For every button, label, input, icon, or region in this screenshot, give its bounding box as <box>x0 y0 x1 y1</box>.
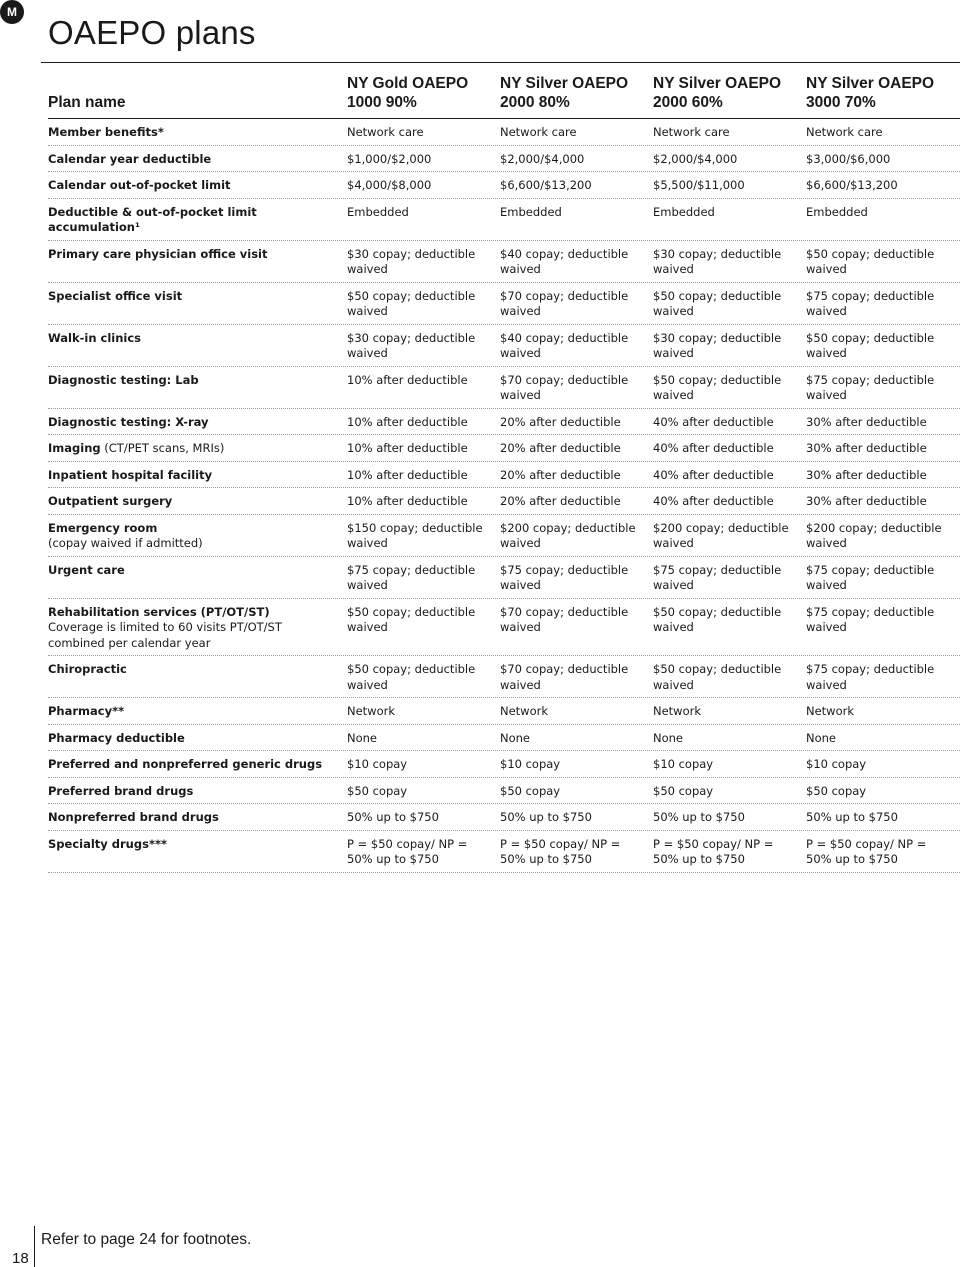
benefit-name: Inpatient hospital facility <box>48 467 213 482</box>
plan-name-line2: 1000 90% <box>347 94 417 111</box>
benefit-value: Network care <box>347 125 424 139</box>
benefit-value: 20% after deductible <box>500 441 621 455</box>
table-row <box>48 146 960 173</box>
row-label <box>48 331 347 347</box>
benefit-value: P = $50 copay/ NP = 50% up to $750 <box>500 836 621 866</box>
benefit-value: 10% after deductible <box>347 494 468 508</box>
footnote: Refer to page 24 for footnotes. <box>41 1231 252 1248</box>
benefit-value: $10 copay <box>347 757 408 771</box>
benefit-value: 50% up to $750 <box>806 810 898 824</box>
benefit-name: Deductible & out-of-pocket limit accumulation¹ <box>48 204 257 234</box>
benefit-value: 40% after deductible <box>653 414 774 429</box>
row-label <box>48 605 347 652</box>
table-row <box>48 656 960 698</box>
benefit-value: $6,600/$13,200 <box>806 178 898 192</box>
plan-name-line2: 2000 80% <box>500 94 570 111</box>
benefit-name: Preferred and nonpreferred generic drugs <box>48 757 323 771</box>
table-row <box>48 241 960 283</box>
benefit-value: $5,500/$11,000 <box>653 178 745 192</box>
benefit-name: Chiropractic <box>48 662 127 676</box>
row-label <box>48 125 347 141</box>
footer-divider <box>34 1226 35 1267</box>
plan-header <box>806 74 959 112</box>
benefit-name: Urgent care <box>48 562 125 577</box>
row-label <box>48 784 347 800</box>
table-row <box>48 283 960 325</box>
plans-table <box>48 73 960 873</box>
benefit-value: $50 copay; deductible waived <box>653 662 782 692</box>
row-label <box>48 494 347 510</box>
table-header <box>48 73 960 112</box>
benefit-value: $200 copay; deductible waived <box>806 520 942 550</box>
row-label <box>48 178 347 194</box>
table-row <box>48 409 960 436</box>
benefit-inline-note: (CT/PET scans, MRIs) <box>100 441 225 455</box>
benefit-value: $50 copay <box>653 783 714 798</box>
benefit-value: $10 copay <box>653 757 714 771</box>
table-row <box>48 599 960 657</box>
benefit-note: Coverage is limited to 60 visits PT/OT/ST combined per calendar year <box>48 620 282 650</box>
benefit-value: Embedded <box>500 204 562 219</box>
table-row <box>48 515 960 557</box>
table-row <box>48 325 960 367</box>
row-label <box>48 704 347 720</box>
benefit-value: $75 copay; deductible waived <box>653 562 782 592</box>
benefit-value: $70 copay; deductible waived <box>500 372 629 402</box>
benefit-value: 20% after deductible <box>500 467 621 482</box>
benefit-value: $40 copay; deductible waived <box>500 330 629 360</box>
row-label <box>48 468 347 484</box>
row-label <box>48 289 347 305</box>
plan-header <box>347 74 500 112</box>
benefit-value: 10% after deductible <box>347 414 468 429</box>
benefit-value: P = $50 copay/ NP = 50% up to $750 <box>653 836 774 866</box>
row-label <box>48 441 347 457</box>
benefit-value: $70 copay; deductible waived <box>500 604 629 634</box>
benefit-value: None <box>347 730 378 745</box>
row-label <box>48 415 347 431</box>
benefit-name: Specialist office visit <box>48 288 183 303</box>
table-row <box>48 831 960 873</box>
row-label <box>48 521 347 552</box>
benefit-name: Imaging <box>48 441 101 455</box>
benefit-value: Network <box>653 704 702 718</box>
benefit-name: Member benefits* <box>48 125 164 139</box>
benefit-value: $30 copay; deductible waived <box>347 246 476 276</box>
row-label <box>48 247 347 263</box>
benefit-value: 40% after deductible <box>653 441 774 455</box>
plan-name-line1: NY Gold OAEPO <box>347 75 469 92</box>
table-row <box>48 488 960 515</box>
benefit-name: Emergency room <box>48 520 158 535</box>
benefit-value: Embedded <box>806 204 868 219</box>
table-row <box>48 435 960 462</box>
table-body <box>48 119 960 873</box>
benefit-value: 10% after deductible <box>347 467 468 482</box>
row-label <box>48 563 347 579</box>
brand-badge: M <box>0 0 24 24</box>
benefit-value: $75 copay; deductible waived <box>806 562 935 592</box>
benefit-value: 50% up to $750 <box>347 810 439 824</box>
benefit-value: $50 copay; deductible waived <box>347 662 476 692</box>
benefit-name: Nonpreferred brand drugs <box>48 810 219 824</box>
benefit-value: $50 copay; deductible waived <box>653 288 782 318</box>
benefit-value: $30 copay; deductible waived <box>347 330 476 360</box>
benefit-name: Specialty drugs*** <box>48 836 167 851</box>
benefit-value: $50 copay; deductible waived <box>806 330 935 360</box>
benefit-value: None <box>806 730 837 745</box>
header-label: Plan name <box>48 94 126 111</box>
benefit-value: 30% after deductible <box>806 441 927 455</box>
table-row <box>48 119 960 146</box>
row-label <box>48 205 347 236</box>
benefit-value: 30% after deductible <box>806 414 927 429</box>
benefit-value: $70 copay; deductible waived <box>500 288 629 318</box>
benefit-value: $50 copay <box>347 783 408 798</box>
table-row <box>48 462 960 489</box>
benefit-value: $200 copay; deductible waived <box>500 520 636 550</box>
benefit-value: $6,600/$13,200 <box>500 178 592 192</box>
page-title: OAEPO plans <box>48 14 256 51</box>
benefit-value: $75 copay; deductible waived <box>347 562 476 592</box>
benefit-name: Preferred brand drugs <box>48 783 194 798</box>
benefit-value: Network care <box>806 125 883 139</box>
benefit-value: 30% after deductible <box>806 467 927 482</box>
plan-name-line1: NY Silver OAEPO <box>500 75 629 92</box>
table-row <box>48 172 960 199</box>
table-row <box>48 367 960 409</box>
benefit-value: Embedded <box>347 204 409 219</box>
benefit-value: Network <box>500 704 549 718</box>
benefit-value: $40 copay; deductible waived <box>500 246 629 276</box>
benefit-value: $50 copay; deductible waived <box>806 246 935 276</box>
row-label <box>48 731 347 747</box>
benefit-value: $4,000/$8,000 <box>347 178 432 192</box>
benefit-value: $200 copay; deductible waived <box>653 520 789 550</box>
benefit-value: $150 copay; deductible waived <box>347 520 483 550</box>
benefit-value: $50 copay <box>806 783 867 798</box>
benefit-value: $10 copay <box>500 757 561 771</box>
benefit-value: 50% up to $750 <box>653 810 745 824</box>
table-row <box>48 778 960 805</box>
benefit-value: None <box>653 730 684 745</box>
benefit-value: $30 copay; deductible waived <box>653 330 782 360</box>
benefit-note: (copay waived if admitted) <box>48 536 203 550</box>
benefit-value: $50 copay; deductible waived <box>653 604 782 634</box>
benefit-value: Network <box>806 704 855 718</box>
benefit-name: Diagnostic testing: X-ray <box>48 414 209 429</box>
benefit-value: Network care <box>500 125 577 139</box>
benefit-name: Diagnostic testing: Lab <box>48 372 199 387</box>
table-row <box>48 698 960 725</box>
benefit-value: $1,000/$2,000 <box>347 151 432 166</box>
benefit-value: $75 copay; deductible waived <box>500 562 629 592</box>
benefit-value: $10 copay <box>806 757 867 771</box>
benefit-value: Network <box>347 704 396 718</box>
row-label <box>48 810 347 826</box>
benefit-name: Pharmacy deductible <box>48 730 185 745</box>
benefit-value: 10% after deductible <box>347 441 468 455</box>
benefit-name: Calendar year deductible <box>48 151 212 166</box>
benefit-value: $3,000/$6,000 <box>806 151 891 166</box>
benefit-value: $75 copay; deductible waived <box>806 604 935 634</box>
benefit-value: $2,000/$4,000 <box>500 151 585 166</box>
benefit-value: $75 copay; deductible waived <box>806 288 935 318</box>
plan-name-line1: NY Silver OAEPO <box>806 75 935 92</box>
benefit-name: Primary care physician office visit <box>48 246 268 261</box>
table-row <box>48 199 960 241</box>
benefit-value: $50 copay; deductible waived <box>653 372 782 402</box>
row-label <box>48 373 347 389</box>
benefit-value: $2,000/$4,000 <box>653 151 738 166</box>
table-row <box>48 804 960 831</box>
table-row <box>48 557 960 599</box>
benefit-value: None <box>500 730 531 745</box>
benefit-value: 30% after deductible <box>806 494 927 508</box>
row-label <box>48 757 347 773</box>
row-label <box>48 837 347 853</box>
plan-name-line1: NY Silver OAEPO <box>653 75 782 92</box>
page-number: 18 <box>12 1250 29 1267</box>
row-label <box>48 662 347 678</box>
plan-header <box>500 74 653 112</box>
table-row <box>48 725 960 752</box>
benefit-name: Pharmacy** <box>48 704 125 718</box>
benefit-name: Calendar out-of-pocket limit <box>48 178 231 192</box>
benefit-value: $50 copay <box>500 783 561 798</box>
title-divider <box>41 62 960 63</box>
benefit-value: 40% after deductible <box>653 467 774 482</box>
plan-name-line2: 2000 60% <box>653 94 723 111</box>
benefit-value: $50 copay; deductible waived <box>347 288 476 318</box>
benefit-value: Embedded <box>653 204 715 219</box>
benefit-value: 40% after deductible <box>653 494 774 508</box>
benefit-name: Walk-in clinics <box>48 330 142 345</box>
benefit-value: $70 copay; deductible waived <box>500 662 629 692</box>
row-label <box>48 152 347 168</box>
benefit-value: 50% up to $750 <box>500 810 592 824</box>
benefit-value: Network care <box>653 125 730 139</box>
plan-name-line2: 3000 70% <box>806 94 876 111</box>
benefit-value: P = $50 copay/ NP = 50% up to $750 <box>347 836 468 866</box>
plan-header <box>653 74 806 112</box>
benefit-value: P = $50 copay/ NP = 50% up to $750 <box>806 836 927 866</box>
benefit-value: 20% after deductible <box>500 494 621 508</box>
benefit-value: $30 copay; deductible waived <box>653 246 782 276</box>
benefit-value: $75 copay; deductible waived <box>806 662 935 692</box>
benefit-value: $75 copay; deductible waived <box>806 372 935 402</box>
benefit-name: Rehabilitation services (PT/OT/ST) <box>48 604 270 619</box>
benefit-value: $50 copay; deductible waived <box>347 604 476 634</box>
table-row <box>48 751 960 778</box>
benefit-name: Outpatient surgery <box>48 494 173 508</box>
benefit-value: 20% after deductible <box>500 414 621 429</box>
benefit-value: 10% after deductible <box>347 372 468 387</box>
